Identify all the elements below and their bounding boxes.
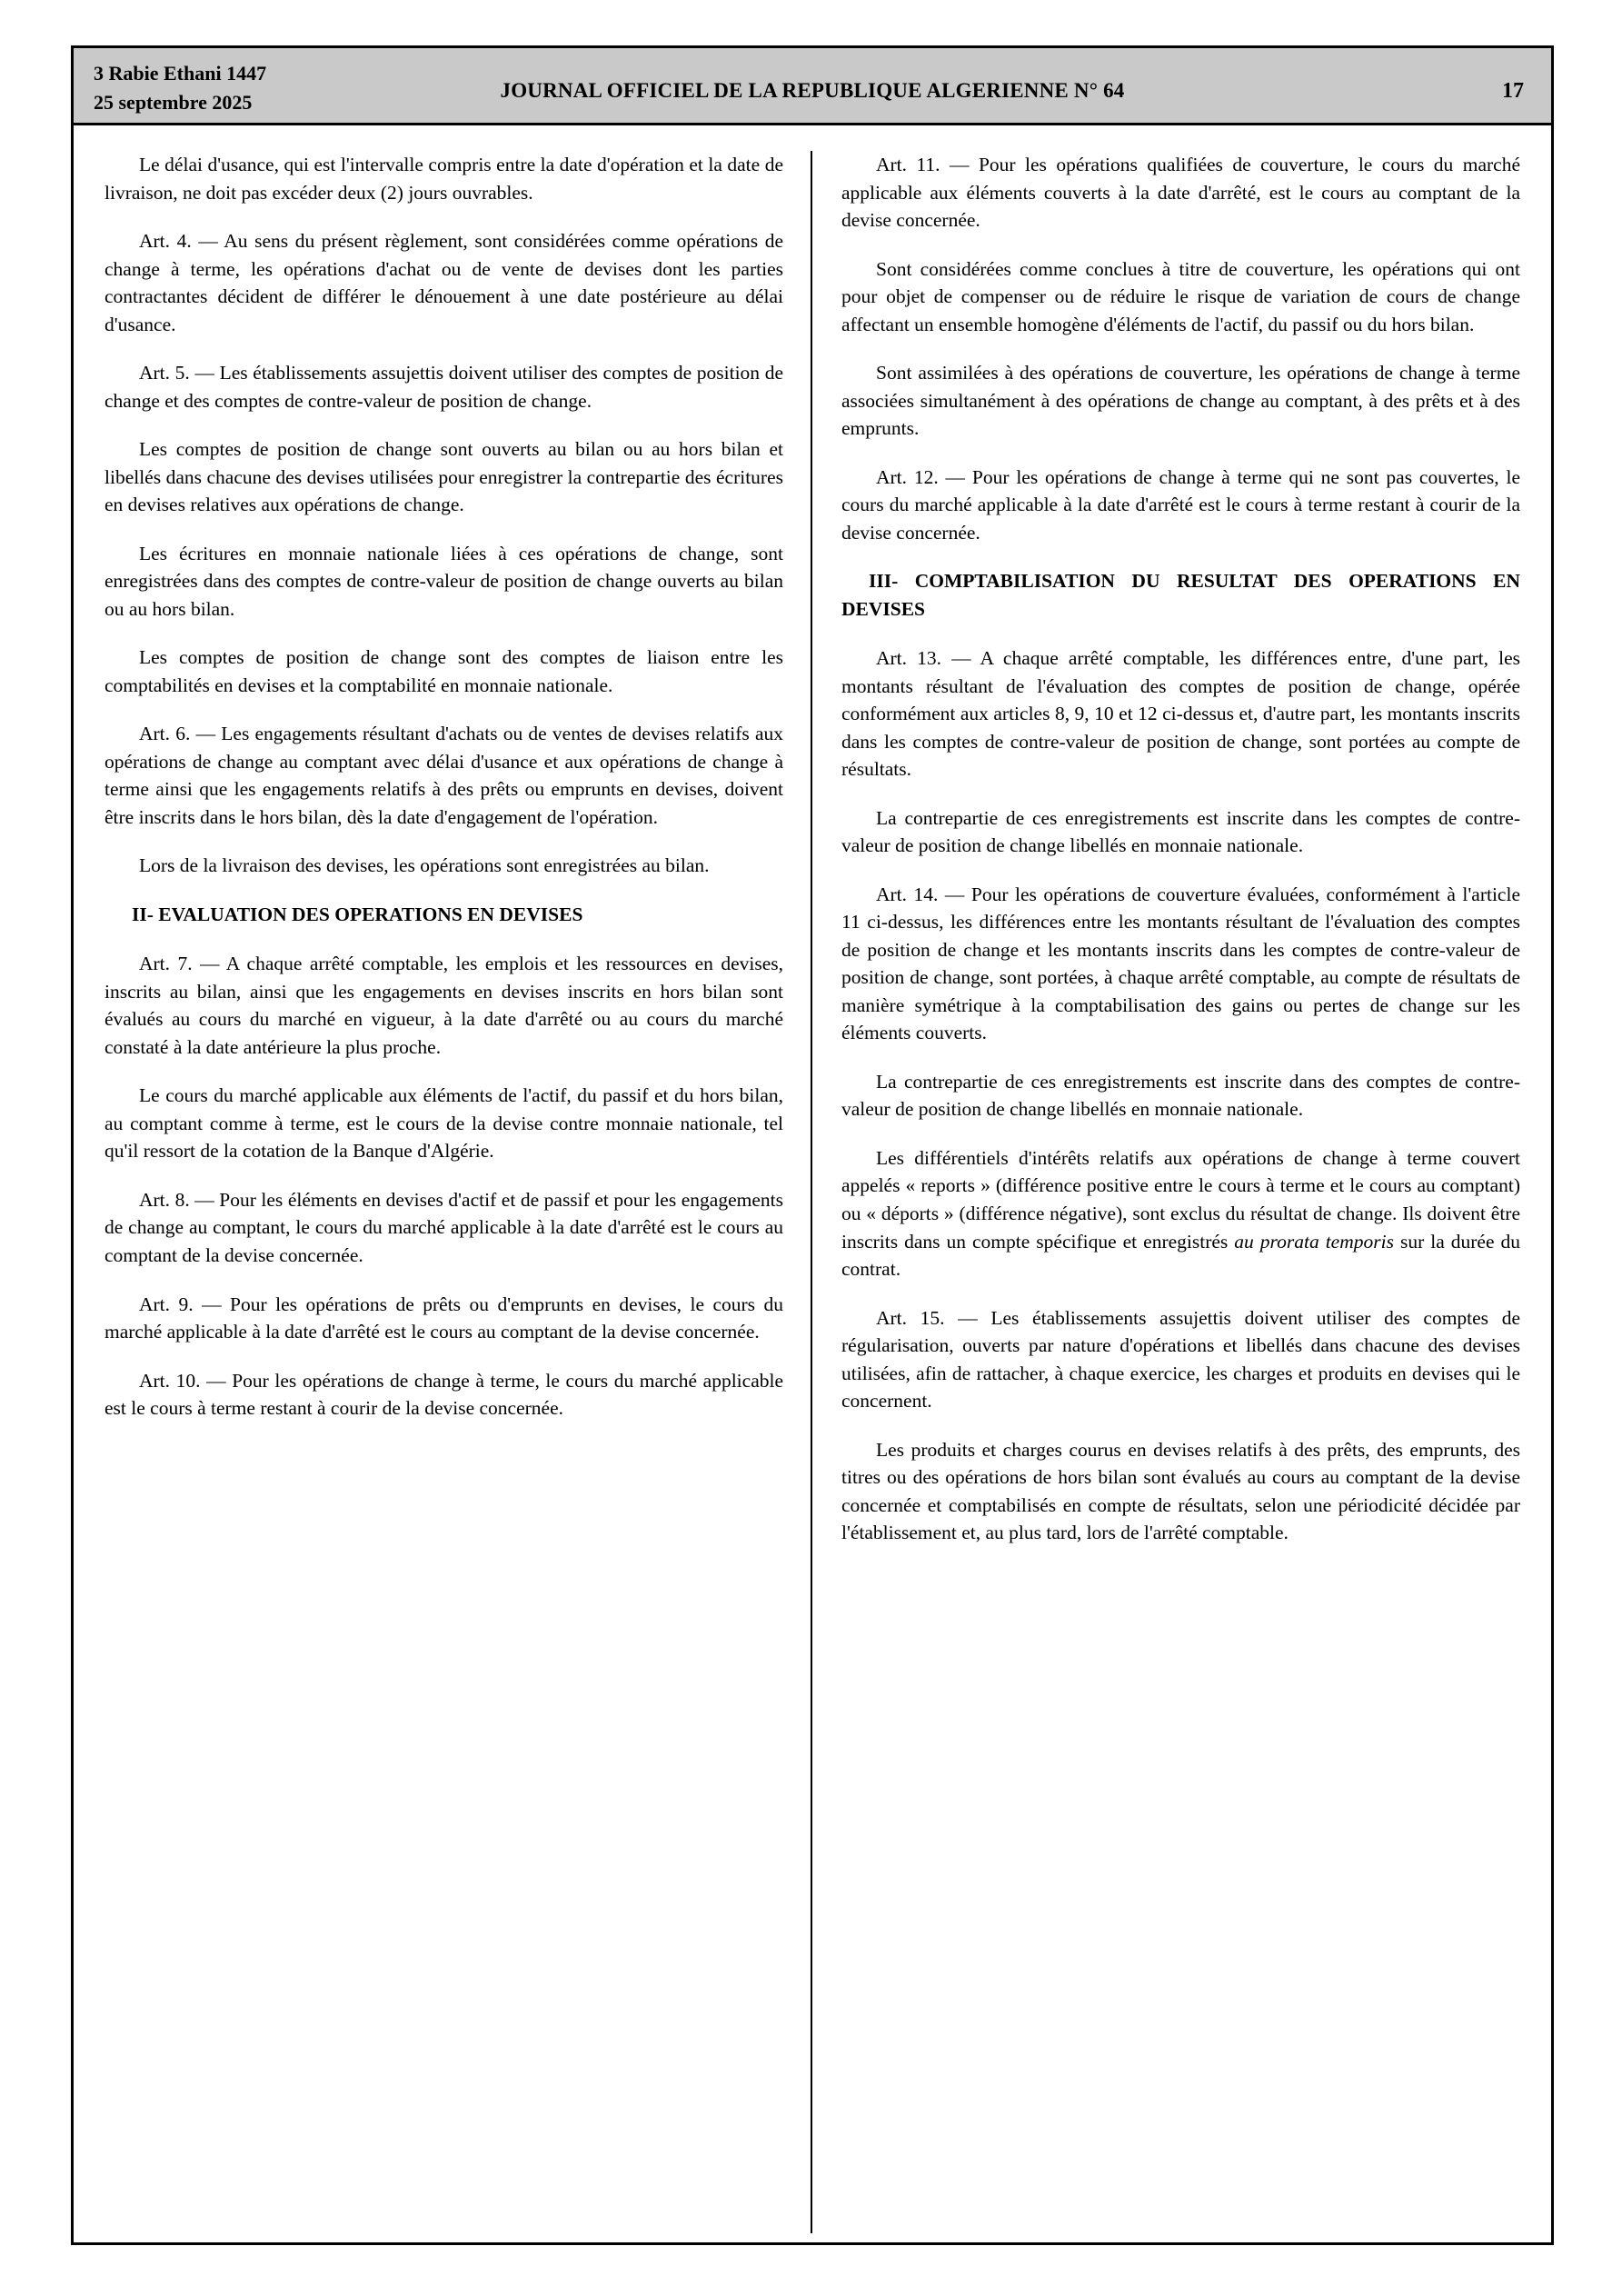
- paragraph: Art. 13. — A chaque arrêté comptable, les différences entre, d'une part, les montants résultant de l'évaluation des comptes de position de change, opérée conformément aux articles 8, 9, 10 et 12 ci-dessus et, d'autre part, les montants inscrits dans les comptes de contre-valeur de position de change, sont portées au compte de résultats.: [841, 647, 1520, 781]
- left-column: [104, 151, 812, 2233]
- page-header: [74, 48, 1551, 125]
- paragraph: Les comptes de position de change sont des comptes de liaison entre les comptabilités en devises et la comptabilité en monnaie nationale.: [104, 646, 783, 696]
- page-content: [74, 125, 1551, 2242]
- paragraph: Art. 7. — A chaque arrêté comptable, les emplois et les ressources en devises, inscrits au bilan, ainsi que les engagements en devises inscrits en hors bilan sont évalués au cours du marché en vigueur, à la date d'arrêté ou au cours du marché constaté à la date antérieure la plus proche.: [104, 953, 783, 1058]
- header-page-number: 17: [1502, 79, 1524, 103]
- latin-expression: au prorata temporis: [1234, 1230, 1394, 1253]
- paragraph-interest-differentials: [841, 1144, 1520, 1283]
- paragraph: Art. 8. — Pour les éléments en devises d'actif et de passif et pour les engagements de change au comptant, le cours du marché applicable à la date d'arrêté est le cours au comptant de la devise concernée.: [104, 1188, 783, 1266]
- paragraph: Art. 15. — Les établissements assujettis doivent utiliser des comptes de régularisation, ouverts par nature d'opérations et libellés dans chacune des devises utilisées, afin de rattacher, à chaque exercice, les charges et produits en devises qui le concernent.: [841, 1306, 1520, 1413]
- paragraph: La contrepartie de ces enregistrements est inscrite dans les comptes de contre-valeur de position de change libellés en monnaie nationale.: [841, 806, 1520, 857]
- page-border-frame: [71, 45, 1554, 2245]
- paragraph: Le délai d'usance, qui est l'intervalle compris entre la date d'opération et la date de livraison, ne doit pas excéder deux (2) jours ouvrables.: [104, 154, 783, 204]
- paragraph: Sont assimilées à des opérations de couverture, les opérations de change à terme associées simultanément à des opérations de change au comptant, à des prêts et à des emprunts.: [841, 362, 1520, 440]
- header-date-hijri: 3 Rabie Ethani 1447: [94, 62, 267, 85]
- paragraph: Les produits et charges courus en devises relatifs à des prêts, des emprunts, des titres ou des opérations de hors bilan sont évalués au cours au comptant de la devise concernée et comptabilisés en compte de résultats, selon une périodicité décidée par l'établissement et, au plus tard, lors de l'arrêté comptable.: [841, 1438, 1520, 1544]
- header-journal-title: JOURNAL OFFICIEL DE LA REPUBLIQUE ALGERIENNE N° 64: [500, 79, 1125, 102]
- right-column: [812, 151, 1520, 2233]
- paragraph: Art. 5. — Les établissements assujettis doivent utiliser des comptes de position de change et des comptes de contre-valeur de position de change.: [104, 362, 783, 412]
- paragraph: Les écritures en monnaie nationale liées à ces opérations de change, sont enregistrées dans des comptes de contre-valeur de position de change ouverts au bilan ou au hors bilan.: [104, 542, 783, 620]
- paragraph-text-part2: sur la durée du contrat.: [841, 1230, 1521, 1281]
- paragraph-text-part1: Les différentiels d'intérêts relatifs aux opérations de change à terme couvert appelés « reports » (différence positive entre le cours à terme et le cours au comptant) ou « déports » (différence négative), sont exclus du résultat de change. Ils doivent être inscrits dans un compte spécifique et enregistrés: [841, 1146, 1520, 1253]
- paragraph: Art. 11. — Pour les opérations qualifiées de couverture, le cours du marché applicable aux éléments couverts à la date d'arrêté, est le cours au comptant de la devise concernée.: [841, 154, 1520, 232]
- paragraph: Art. 6. — Les engagements résultant d'achats ou de ventes de devises relatifs aux opérations de change au comptant avec délai d'usance et aux opérations de change à terme ainsi que les engagements relatifs à des prêts ou emprunts en devises, doivent être inscrits dans le hors bilan, dès la date d'engagement de l'opération.: [104, 723, 783, 828]
- paragraph: Art. 4. — Au sens du présent règlement, sont considérées comme opérations de change à terme, les opérations d'achat ou de vente de devises dont les parties contractantes décident de différer le dénouement à une date postérieure au délai d'usance.: [104, 230, 783, 335]
- section-heading-ii: II- EVALUATION DES OPERATIONS EN DEVISES: [132, 903, 583, 925]
- paragraph: Art. 14. — Pour les opérations de couverture évaluées, conformément à l'article 11 ci-dessus, les différences entre les montants résultant de l'évaluation des comptes de position de change et les montants inscrits dans les comptes de contre-valeur de position de change, sont portées, à chaque arrêté comptable, au compte de résultats de manière symétrique à la comptabilisation des gains ou pertes de change sur les éléments couverts.: [841, 883, 1520, 1044]
- paragraph: Art. 12. — Pour les opérations de change à terme qui ne sont pas couvertes, le cours du marché applicable à la date d'arrêté est le cours à terme restant à courir de la devise concernée.: [841, 465, 1520, 544]
- paragraph: La contrepartie de ces enregistrements est inscrite dans des comptes de contre-valeur de position de change libellés en monnaie nationale.: [841, 1070, 1520, 1121]
- paragraph: Art. 9. — Pour les opérations de prêts ou d'emprunts en devises, le cours du marché applicable à la date d'arrêté est le cours au comptant de la devise concernée.: [104, 1293, 783, 1343]
- header-date-gregorian: 25 septembre 2025: [94, 90, 253, 114]
- section-heading-iii: III- COMPTABILISATION DU RESULTAT DES OPERATIONS EN DEVISES: [841, 570, 1520, 620]
- paragraph: Le cours du marché applicable aux éléments de l'actif, du passif et du hors bilan, au comptant comme à terme, est le cours de la devise contre monnaie nationale, tel qu'il ressort de la cotation de la Banque d'Algérie.: [104, 1084, 783, 1163]
- paragraph: Sont considérées comme conclues à titre de couverture, les opérations qui ont pour objet de compenser ou de réduire le risque de variation de cours de change affectant un ensemble homogène d'éléments de l'actif, du passif ou du hors bilan.: [841, 257, 1520, 335]
- paragraph: Art. 10. — Pour les opérations de change à terme, le cours du marché applicable est le cours à terme restant à courir de la devise concernée.: [104, 1369, 783, 1420]
- paragraph: Lors de la livraison des devises, les opérations sont enregistrées au bilan.: [139, 854, 710, 877]
- paragraph: Les comptes de position de change sont ouverts au bilan ou au hors bilan et libellés dans chacune des devises utilisées pour enregistrer la contrepartie des écritures en devises relatives aux opérations de change.: [104, 438, 783, 516]
